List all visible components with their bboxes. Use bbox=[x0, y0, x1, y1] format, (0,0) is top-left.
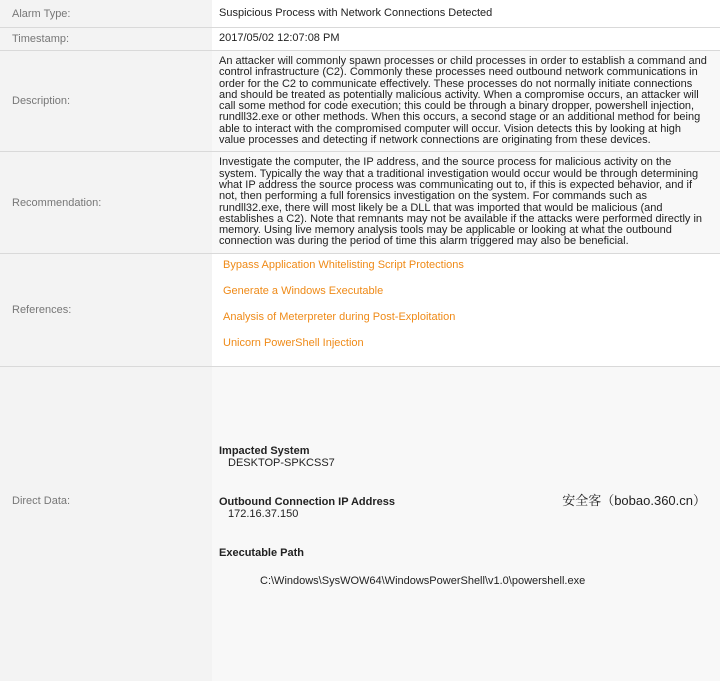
outbound-ip-heading: Outbound Connection IP Address bbox=[219, 497, 395, 508]
direct-data-row bbox=[0, 366, 720, 681]
recommendation-label: Recommendation: bbox=[0, 152, 212, 253]
executable-path-heading: Executable Path bbox=[219, 548, 304, 559]
description-value: An attacker will commonly spawn processes or child processes in order to establish a command and control infrastructure (C2). Commonly these processes need outbound network communications in order for the C2 to communicate effectively. These processes do not normally initiate connections and should be treated as potentially malicious activity. When a compromise occurs, an attacker will call some method for code execution; this could be through a binary dropper, powershell injection, rundll32.exe or other methods. When this occurs, a second stage or an additional method for being able to interact with the compromised computer will occur. Vision detects this by looking at high value processes and detecting if network connections are originating from these devices. bbox=[219, 51, 710, 151]
references-label: References: bbox=[0, 253, 212, 366]
description-row bbox=[0, 51, 720, 152]
timestamp-label: Timestamp: bbox=[0, 28, 212, 51]
recommendation-row bbox=[0, 152, 720, 253]
reference-link-unicorn-powershell[interactable]: Unicorn PowerShell Injection bbox=[223, 336, 710, 362]
references-list bbox=[219, 258, 710, 362]
direct-data-label: Direct Data: bbox=[0, 366, 212, 681]
outbound-ip-value: 172.16.37.150 bbox=[228, 509, 298, 520]
recommendation-value: Investigate the computer, the IP address, and the source process for malicious activity on the system. Typically the way that a traditional investigation would occur would be through determining what IP address the source process was communicating out to, if this is expected behavior, and if not, then performing a full forensics investigation on the system. For commands such as rundll32.exe, there will most likely be a DLL that was imported that would be malicious (and establishes a C2). Note that remnants may not be available if the attacks were performed directly in memory. Using live memory analysis tools may be applicable or looking at what the outbound connection was during the period of time this alarm triggered may also be beneficial. bbox=[219, 152, 710, 252]
reference-link-bypass-whitelisting[interactable]: Bypass Application Whitelisting Script Protections bbox=[223, 258, 710, 284]
alarm-type-label: Alarm Type: bbox=[0, 0, 212, 28]
reference-link-generate-executable[interactable]: Generate a Windows Executable bbox=[223, 284, 710, 310]
timestamp-row bbox=[0, 28, 720, 51]
executable-path-value: C:\Windows\SysWOW64\WindowsPowerShell\v1.0\powershell.exe bbox=[260, 576, 585, 587]
alarm-type-row bbox=[0, 0, 720, 28]
watermark-text: 安全客（bobao.360.cn） bbox=[562, 490, 706, 509]
impacted-system-value: DESKTOP-SPKCSS7 bbox=[228, 458, 335, 469]
timestamp-value: 2017/05/02 12:07:08 PM bbox=[212, 28, 720, 51]
reference-link-meterpreter-analysis[interactable]: Analysis of Meterpreter during Post-Exploitation bbox=[223, 310, 710, 336]
description-label: Description: bbox=[0, 51, 212, 152]
alarm-type-value: Suspicious Process with Network Connections Detected bbox=[212, 0, 720, 28]
references-row bbox=[0, 253, 720, 366]
impacted-system-heading: Impacted System bbox=[219, 446, 309, 457]
direct-data-block bbox=[219, 431, 710, 617]
